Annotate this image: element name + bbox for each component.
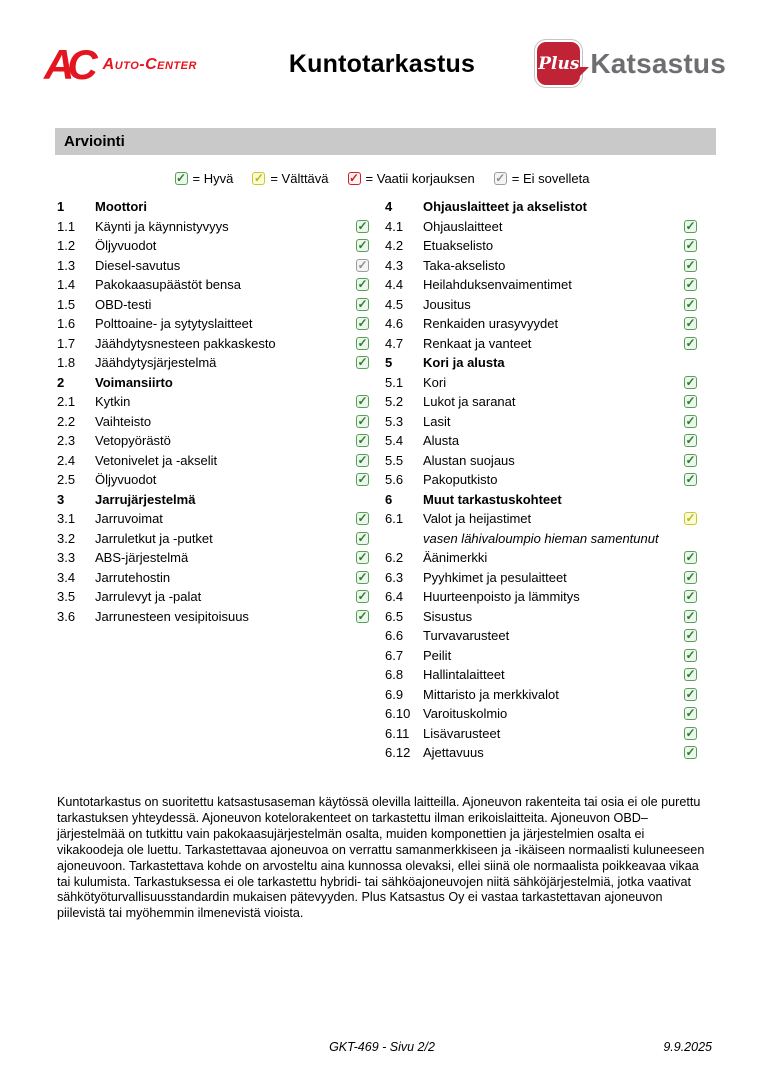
item-number: 2.3: [57, 433, 76, 449]
status-cell: [682, 317, 697, 330]
status-checkbox-na: ✓: [357, 257, 368, 272]
checklist-row: [385, 314, 697, 334]
item-number: 1.5: [57, 296, 76, 312]
section-header-row: [57, 197, 369, 217]
item-number: 6.12: [385, 745, 411, 761]
status-checkbox-good: ✓: [685, 706, 696, 721]
status-cell: [354, 317, 369, 330]
item-number: 6.10: [385, 706, 411, 722]
item-number: 2.4: [57, 452, 76, 468]
checklist-row: [57, 334, 369, 354]
status-checkbox-good: ✓: [357, 511, 368, 526]
status-checkbox-good: ✓: [357, 335, 368, 350]
arviointi-section-title: Arviointi: [64, 133, 125, 150]
checklist-row: [385, 568, 697, 588]
katsastus-logo-text: Katsastus: [590, 47, 726, 79]
checklist-row: [57, 470, 369, 490]
item-label: Jäähdytysjärjestelmä: [95, 355, 217, 371]
status-cell: [354, 239, 369, 252]
legend-label-good: = Hyvä: [192, 171, 234, 186]
legend-label-repair: = Vaatii korjauksen: [365, 171, 475, 186]
checklist-row: [385, 470, 697, 490]
item-number: 2.1: [57, 394, 76, 410]
item-label: Jarrutehostin: [95, 569, 171, 585]
section-title: Muut tarkastuskohteet: [423, 491, 562, 507]
legend-item-na: [494, 171, 590, 186]
item-number: 6.9: [385, 686, 404, 702]
page-title: Kuntotarkastus: [288, 50, 476, 78]
status-checkbox-good: ✓: [685, 316, 696, 331]
status-cell: [354, 337, 369, 350]
status-cell: [682, 649, 697, 662]
item-number: 1.6: [57, 316, 76, 332]
status-cell: [354, 278, 369, 291]
status-checkbox-good: ✓: [357, 589, 368, 604]
checklist-row: [385, 334, 697, 354]
checklist-row: [57, 509, 369, 529]
item-number: 6.3: [385, 569, 404, 585]
section-title: Voimansiirto: [95, 374, 173, 390]
status-checkbox-good: ✓: [685, 277, 696, 292]
item-number: 1.2: [57, 238, 76, 254]
status-checkbox-fair: ✓: [685, 511, 696, 526]
item-label: Käynti ja käynnistyvyys: [95, 218, 229, 234]
item-number: 4.7: [385, 335, 404, 351]
status-cell: [682, 454, 697, 467]
item-label: Pyyhkimet ja pesulaitteet: [423, 569, 567, 585]
checklist-row: [385, 646, 697, 666]
status-checkbox-good: ✓: [357, 550, 368, 565]
status-cell: [354, 571, 369, 584]
status-cell: [682, 220, 697, 233]
status-checkbox-good: ✓: [685, 257, 696, 272]
checklist-row: [385, 256, 697, 276]
item-label: Kytkin: [95, 394, 131, 410]
item-label: Mittaristo ja merkkivalot: [423, 686, 559, 702]
status-checkbox-good: ✓: [685, 628, 696, 643]
status-cell: [682, 278, 697, 291]
checklist-row: [385, 392, 697, 412]
checklist-row: [385, 704, 697, 724]
status-checkbox-good: ✓: [685, 413, 696, 428]
checklist-row: [385, 295, 697, 315]
status-checkbox-good: ✓: [175, 171, 187, 185]
status-cell: [354, 356, 369, 369]
checklist-row: [57, 353, 369, 373]
item-number: 6.5: [385, 608, 404, 624]
status-checkbox-good: ✓: [357, 413, 368, 428]
status-checkbox-good: ✓: [685, 238, 696, 253]
item-label: Jarrulevyt ja -palat: [95, 589, 202, 605]
status-cell: [354, 298, 369, 311]
item-label: Polttoaine- ja sytytyslaitteet: [95, 316, 253, 332]
status-cell: [354, 415, 369, 428]
item-number: 5.2: [385, 394, 404, 410]
status-cell: [682, 473, 697, 486]
legend-item-fair: [252, 171, 328, 186]
status-checkbox-good: ✓: [357, 530, 368, 545]
status-cell: [682, 298, 697, 311]
status-cell: [682, 395, 697, 408]
checklist-row: [385, 724, 697, 744]
auto-center-logo-name: Auto-Center: [102, 56, 197, 73]
item-number: 6.4: [385, 589, 404, 605]
status-cell: [354, 454, 369, 467]
status-checkbox-good: ✓: [357, 355, 368, 370]
status-cell: [682, 376, 697, 389]
item-label: Sisustus: [423, 608, 473, 624]
status-cell: [682, 610, 697, 623]
item-number: 1.1: [57, 218, 76, 234]
item-label: Huurteenpoisto ja lämmitys: [423, 589, 580, 605]
status-checkbox-good: ✓: [685, 667, 696, 682]
checklist-row: [385, 217, 697, 237]
item-number: 4.2: [385, 238, 404, 254]
section-number: 5: [385, 355, 393, 371]
checklist-row: [57, 236, 369, 256]
status-checkbox-good: ✓: [357, 472, 368, 487]
item-note-row: [385, 529, 697, 549]
plus-katsastus-logo: [535, 40, 726, 87]
checklist-row: [57, 256, 369, 276]
plus-logo-text: Plus: [538, 53, 580, 74]
checklist-row: [385, 607, 697, 627]
item-number: 5.3: [385, 413, 404, 429]
section-title: Moottori: [95, 199, 147, 215]
checklist-row: [57, 529, 369, 549]
status-checkbox-good: ✓: [357, 277, 368, 292]
checklist-row: [385, 548, 697, 568]
item-number: 6.11: [385, 725, 410, 741]
status-checkbox-good: ✓: [357, 433, 368, 448]
checklist-row: [57, 392, 369, 412]
item-number: 6.6: [385, 628, 404, 644]
item-number: 5.5: [385, 452, 404, 468]
item-label: Jousitus: [423, 296, 471, 312]
status-cell: [682, 239, 697, 252]
item-label: Renkaat ja vanteet: [423, 335, 532, 351]
item-number: 4.5: [385, 296, 404, 312]
item-number: 4.3: [385, 257, 404, 273]
item-number: 2.2: [57, 413, 76, 429]
item-label: Jarruletkut ja -putket: [95, 530, 213, 546]
checklist-row: [57, 548, 369, 568]
section-title: Kori ja alusta: [423, 355, 505, 371]
checklist-row: [385, 743, 697, 763]
status-cell: [682, 629, 697, 642]
item-label: Lukot ja saranat: [423, 394, 516, 410]
item-label: OBD-testi: [95, 296, 152, 312]
checklist-right-column: [385, 197, 697, 763]
item-number: 4.1: [385, 218, 404, 234]
item-label: Jarrunesteen vesipitoisuus: [95, 608, 249, 624]
status-cell: [354, 220, 369, 233]
section-number: 2: [57, 374, 65, 390]
status-checkbox-good: ✓: [685, 394, 696, 409]
item-number: 2.5: [57, 472, 76, 488]
item-label: Peilit: [423, 647, 452, 663]
section-header-row: [385, 353, 697, 373]
status-cell: [682, 746, 697, 759]
item-number: 1.7: [57, 335, 76, 351]
status-cell: [354, 551, 369, 564]
section-header-row: [385, 490, 697, 510]
status-checkbox-good: ✓: [685, 433, 696, 448]
checklist-row: [385, 236, 697, 256]
checklist-row: [385, 685, 697, 705]
status-cell: [354, 532, 369, 545]
status-cell: [682, 434, 697, 447]
section-title: Jarrujärjestelmä: [95, 491, 196, 507]
item-label: Kori: [423, 374, 447, 390]
status-cell: [682, 590, 697, 603]
plus-logo-badge: [535, 40, 582, 87]
checklist-row: [57, 587, 369, 607]
item-label: Vaihteisto: [95, 413, 152, 429]
checklist-row: [57, 431, 369, 451]
item-number: 1.8: [57, 355, 76, 371]
item-label: Vetonivelet ja -akselit: [95, 452, 218, 468]
item-label: Vetopyörästö: [95, 433, 171, 449]
status-checkbox-good: ✓: [357, 218, 368, 233]
legend-label-fair: = Välttävä: [270, 171, 329, 186]
item-number: 1.4: [57, 277, 76, 293]
item-label: Jäähdytysnesteen pakkaskesto: [95, 335, 276, 351]
item-label: Alustan suojaus: [423, 452, 515, 468]
section-header-row: [385, 197, 697, 217]
item-number: 6.8: [385, 667, 404, 683]
status-cell: [354, 590, 369, 603]
section-header-row: [57, 373, 369, 393]
status-checkbox-good: ✓: [685, 745, 696, 760]
status-checkbox-na: ✓: [495, 171, 506, 185]
status-checkbox-good: ✓: [685, 218, 696, 233]
item-number: 3.1: [57, 511, 76, 527]
section-header-row: [57, 490, 369, 510]
status-cell: [682, 727, 697, 740]
status-checkbox-good: ✓: [685, 452, 696, 467]
checklist-row: [385, 275, 697, 295]
item-label: Diesel-savutus: [95, 257, 181, 273]
status-cell: [354, 259, 369, 272]
item-number: 4.4: [385, 277, 404, 293]
checklist-row: [57, 295, 369, 315]
status-checkbox-repair: ✓: [349, 171, 360, 185]
footer-doc-ref: GKT-469 - Sivu 2/2: [329, 1040, 435, 1054]
status-checkbox-good: ✓: [685, 725, 696, 740]
item-label: Turvavarusteet: [423, 628, 510, 644]
checklist-row: [385, 431, 697, 451]
status-cell: [354, 395, 369, 408]
status-cell: [682, 415, 697, 428]
status-cell: [354, 610, 369, 623]
status-cell: [682, 707, 697, 720]
item-label: Varoituskolmio: [423, 706, 508, 722]
item-number: 3.6: [57, 608, 76, 624]
status-cell: [354, 473, 369, 486]
item-number: 3.5: [57, 589, 76, 605]
checklist-row: [57, 412, 369, 432]
checklist-row: [385, 587, 697, 607]
checklist-left-column: [57, 197, 369, 626]
status-checkbox-good: ✓: [685, 589, 696, 604]
checklist-row: [385, 626, 697, 646]
status-checkbox-good: ✓: [685, 374, 696, 389]
status-cell: [682, 668, 697, 681]
section-number: 4: [385, 199, 393, 215]
item-label: Renkaiden urasyvyydet: [423, 316, 559, 332]
status-cell: [682, 551, 697, 564]
section-title: Ohjauslaitteet ja akselistot: [423, 199, 588, 215]
item-number: 4.6: [385, 316, 404, 332]
status-checkbox-good: ✓: [685, 686, 696, 701]
item-label: Ajettavuus: [423, 745, 484, 761]
checklist-row: [385, 412, 697, 432]
item-label: Pakoputkisto: [423, 472, 498, 488]
checklist-row: [57, 568, 369, 588]
item-label: Lasit: [423, 413, 451, 429]
item-label: Jarruvoimat: [95, 511, 163, 527]
status-checkbox-good: ✓: [685, 472, 696, 487]
item-number: 5.1: [385, 374, 404, 390]
item-number: 5.6: [385, 472, 404, 488]
arviointi-section-bar: [55, 128, 716, 155]
item-number: 1.3: [57, 257, 76, 273]
item-label: Hallintalaitteet: [423, 667, 505, 683]
status-cell: [682, 512, 697, 525]
legend-label-na: = Ei sovelleta: [511, 171, 590, 186]
checklist-row: [385, 373, 697, 393]
status-checkbox-good: ✓: [357, 608, 368, 623]
status-cell: [682, 688, 697, 701]
status-checkbox-good: ✓: [685, 608, 696, 623]
item-number: 3.3: [57, 550, 76, 566]
item-number: 6.7: [385, 647, 404, 663]
status-cell: [354, 512, 369, 525]
legend-item-repair: [348, 171, 475, 186]
item-label: Lisävarusteet: [423, 725, 501, 741]
status-checkbox-good: ✓: [685, 335, 696, 350]
status-checkbox-good: ✓: [357, 316, 368, 331]
status-checkbox-good: ✓: [685, 550, 696, 565]
status-checkbox-good: ✓: [685, 296, 696, 311]
item-number: 6.1: [385, 511, 404, 527]
item-label: Ohjauslaitteet: [423, 218, 503, 234]
status-cell: [682, 337, 697, 350]
item-label: Heilahduksenvaimentimet: [423, 277, 572, 293]
status-checkbox-good: ✓: [685, 569, 696, 584]
section-number: 6: [385, 491, 393, 507]
checklist-row: [57, 217, 369, 237]
item-number: 5.4: [385, 433, 404, 449]
checklist-row: [57, 275, 369, 295]
item-number: 3.4: [57, 569, 76, 585]
status-checkbox-good: ✓: [357, 569, 368, 584]
section-number: 1: [57, 199, 65, 215]
status-checkbox-good: ✓: [357, 452, 368, 467]
status-checkbox-good: ✓: [685, 647, 696, 662]
status-cell: [682, 571, 697, 584]
item-label: Pakokaasupäästöt bensa: [95, 277, 241, 293]
rating-legend: [0, 171, 764, 186]
item-number: 6.2: [385, 550, 404, 566]
status-checkbox-good: ✓: [357, 238, 368, 253]
section-number: 3: [57, 491, 65, 507]
checklist-row: [385, 451, 697, 471]
status-checkbox-fair: ✓: [253, 171, 264, 185]
item-label: Öljyvuodot: [95, 238, 157, 254]
item-label: Alusta: [423, 433, 460, 449]
auto-center-logo-mark: AC: [44, 41, 91, 88]
item-label: Äänimerkki: [423, 550, 488, 566]
status-checkbox-good: ✓: [357, 394, 368, 409]
item-note: vasen lähivaloumpio hieman samentunut: [423, 530, 659, 546]
item-label: Etuakselisto: [423, 238, 494, 254]
status-cell: [354, 434, 369, 447]
checklist-row: [57, 314, 369, 334]
item-label: ABS-järjestelmä: [95, 550, 189, 566]
checklist-row: [57, 451, 369, 471]
status-cell: [682, 259, 697, 272]
legend-item-good: [175, 171, 234, 186]
item-label: Taka-akselisto: [423, 257, 506, 273]
checklist-row: [57, 607, 369, 627]
checklist-row: [385, 509, 697, 529]
plus-logo-tail-icon: [578, 67, 589, 78]
checklist-row: [385, 665, 697, 685]
item-number: 3.2: [57, 530, 76, 546]
item-label: Öljyvuodot: [95, 472, 157, 488]
footer-date: 9.9.2025: [663, 1040, 712, 1054]
status-checkbox-good: ✓: [357, 296, 368, 311]
disclaimer-text: Kuntotarkastus on suoritettu katsastusaseman käytössä olevilla laitteilla. Ajoneuvon rakenteita tai osia ei ole purettu tarkastuksen yhteydessä. Ajoneuvon kotelorakenteet on tarkastettu ilman erikoislaitteita. Ajoneuvon OBD–järjestelmää on tutkittu vain pakokaasujärjestelmän osalta, muiden komponettien ja järjestelmien osalta ei vikakoodeja ole luettu. Tarkastettavaa ajoneuvoa on verrattu samanmerkkiseen ja -ikäiseen normaalisti kuluneeseen ajoneuvoon. Tarkastettava kohde on arvosteltu aina kunnossa olevaksi, ellei siinä ole normaalista poikkeavaa vikaa tai kulumista. Tarkastuksessa ei ole tarkastettu hybridi- tai sähköajoneuvojen niitä sähköjärjestelmiä, jotka vaativat sähkötyöturvallisuusstandardin mukaisen pätevyyden. Plus Katsastus Oy ei vastaa tarkastettavan ajoneuvon piilevistä tai myöhemmin ilmenevistä vioista.: [57, 795, 705, 921]
item-label: Valot ja heijastimet: [423, 511, 532, 527]
